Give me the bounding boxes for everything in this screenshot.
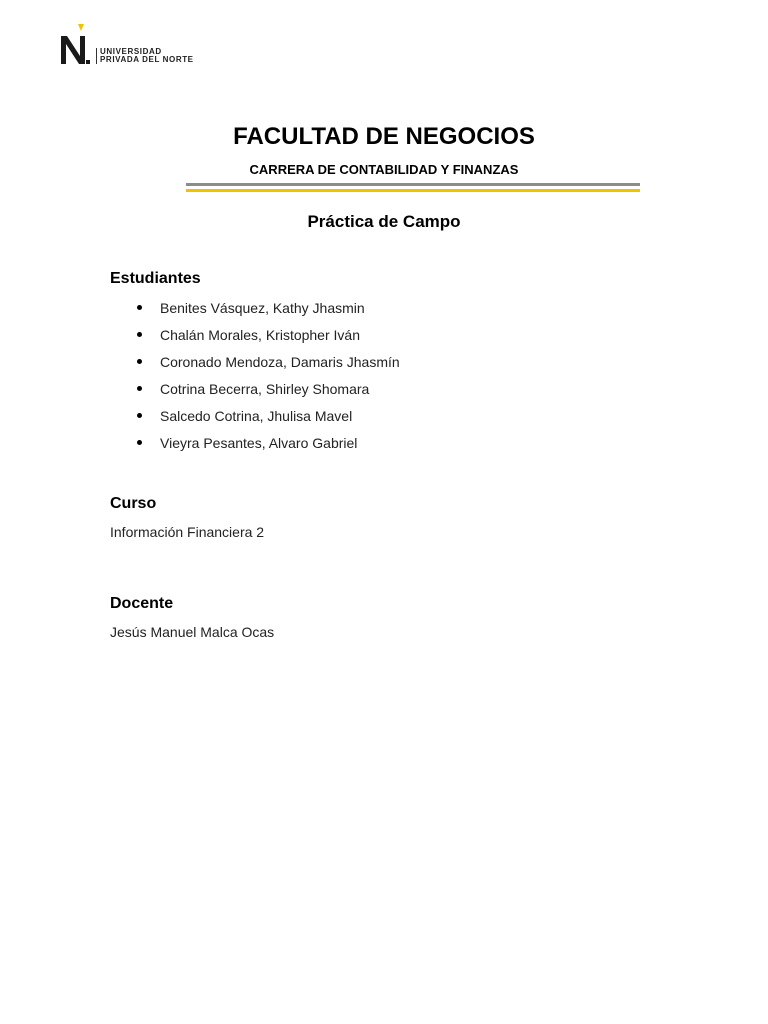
list-item: Benites Vásquez, Kathy Jhasmin (110, 298, 400, 325)
logo-line-2: PRIVADA DEL NORTE (100, 55, 194, 64)
list-item: Cotrina Becerra, Shirley Shomara (110, 379, 400, 406)
students-heading: Estudiantes (110, 270, 201, 287)
list-item: Vieyra Pesantes, Alvaro Gabriel (110, 433, 400, 460)
list-item: Salcedo Cotrina, Jhulisa Mavel (110, 406, 400, 433)
teacher-heading: Docente (110, 595, 174, 612)
logo-wordmark (96, 48, 194, 64)
logo-line-1: UNIVERSIDAD (100, 47, 162, 56)
university-logo-icon (58, 22, 94, 68)
divider-gray (186, 183, 640, 186)
career-subtitle: CARRERA DE CONTABILIDAD Y FINANZAS (249, 162, 519, 177)
divider-yellow (186, 189, 640, 192)
document-title: Práctica de Campo (307, 212, 461, 231)
list-item: Coronado Mendoza, Damaris Jhasmín (110, 352, 400, 379)
university-logo (58, 22, 218, 70)
list-item: Chalán Morales, Kristopher Iván (110, 325, 400, 352)
teacher-value: Jesús Manuel Malca Ocas (110, 624, 275, 640)
course-heading: Curso (110, 495, 157, 512)
course-value: Información Financiera 2 (110, 524, 265, 540)
faculty-title: FACULTAD DE NEGOCIOS (233, 123, 535, 150)
students-list (110, 298, 400, 460)
